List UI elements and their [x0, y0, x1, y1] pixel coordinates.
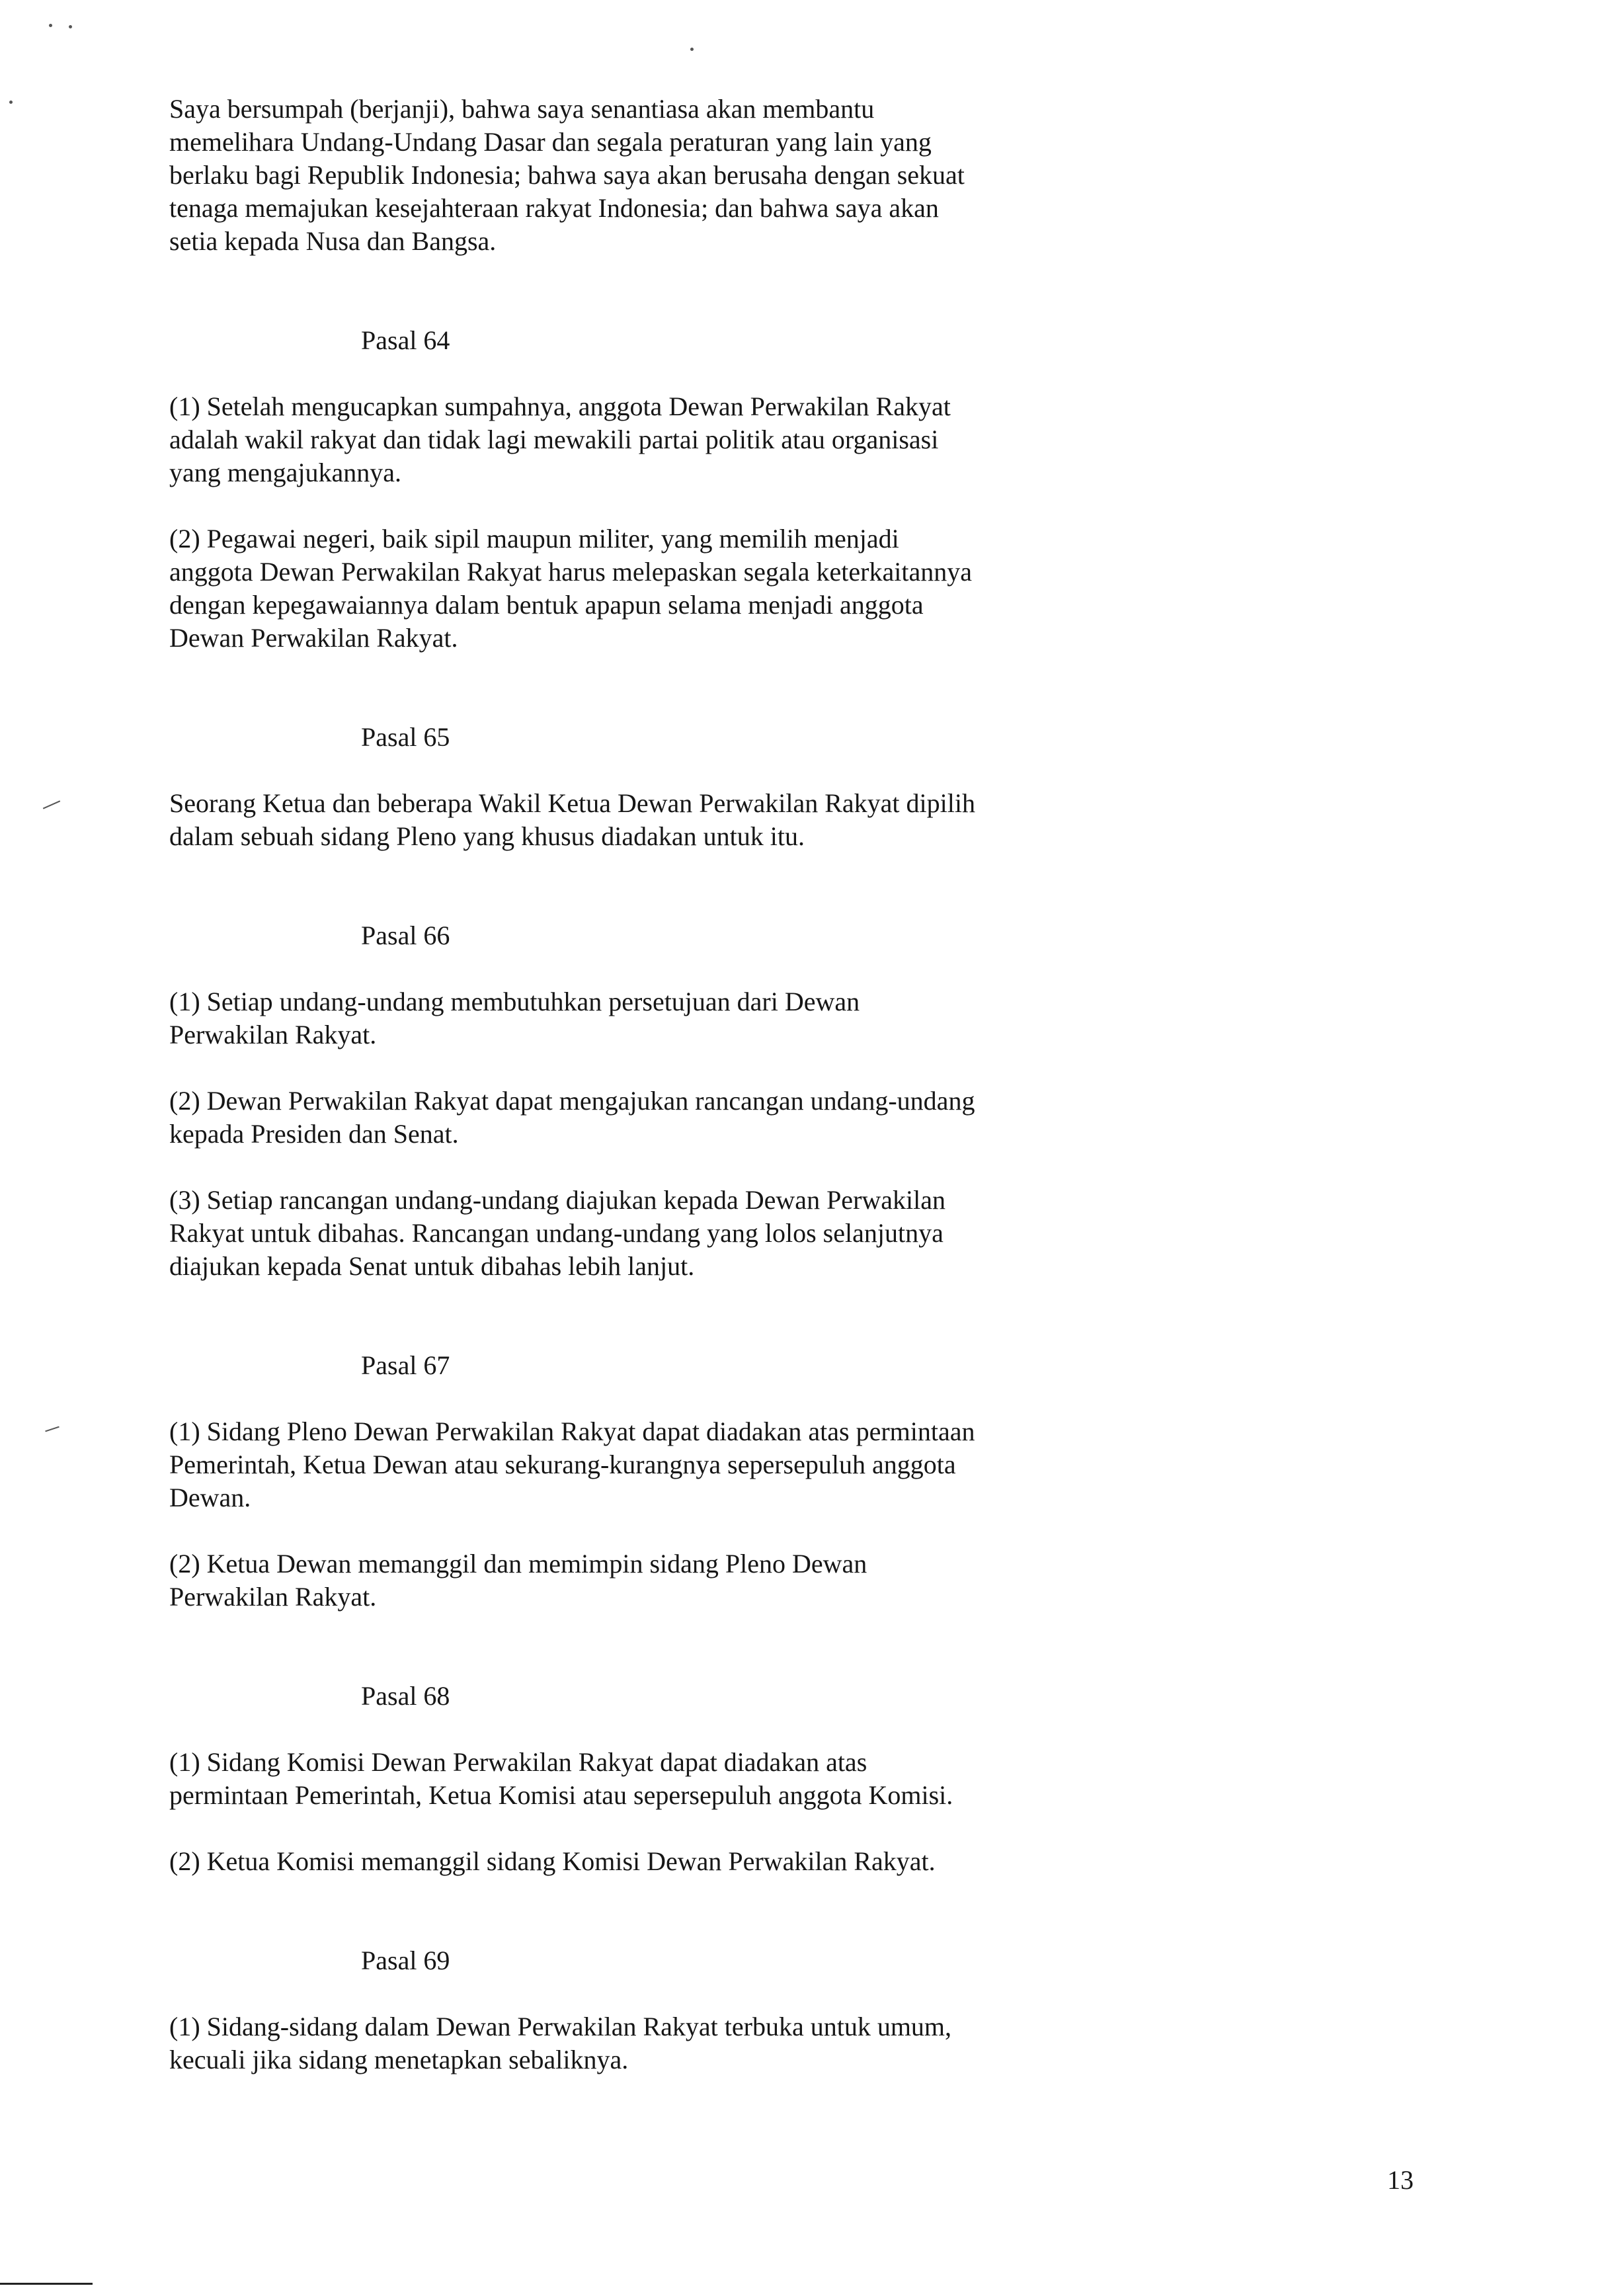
- article-heading-68: Pasal 68: [361, 1681, 450, 1711]
- scan-artifact-dot: [49, 24, 52, 27]
- article-heading-64: Pasal 64: [361, 325, 450, 355]
- article-heading-69: Pasal 69: [361, 1946, 450, 1975]
- article-66-paragraph-3: (3) Setiap rancangan undang-undang diajukan kepada Dewan Perwakilan Rakyat untuk dibahas. Rancangan undang-undang yang lolos selanjutnya diajukan kepada Senat untuk dibahas lebih lanjut.: [169, 1185, 946, 1281]
- article-65-paragraph-1: Seorang Ketua dan beberapa Wakil Ketua Dewan Perwakilan Rakyat dipilih dalam sebuah sidang Pleno yang khusus diadakan untuk itu.: [169, 788, 975, 851]
- article-66-paragraph-1: (1) Setiap undang-undang membutuhkan persetujuan dari Dewan Perwakilan Rakyat.: [169, 987, 860, 1049]
- scan-artifact-mark: [45, 1426, 60, 1432]
- scan-artifact-dot: [9, 101, 13, 104]
- article-68-paragraph-1: (1) Sidang Komisi Dewan Perwakilan Rakyat dapat diadakan atas permintaan Pemerintah, Ketua Komisi atau sepersepuluh anggota Komisi.: [169, 1747, 953, 1810]
- article-heading-67: Pasal 67: [361, 1350, 450, 1380]
- scan-artifact-dot: [690, 48, 694, 51]
- article-66-paragraph-2: (2) Dewan Perwakilan Rakyat dapat mengajukan rancangan undang-undang kepada Presiden dan Senat.: [169, 1086, 975, 1149]
- document-body: [169, 93, 983, 2076]
- article-64-paragraph-2: (2) Pegawai negeri, baik sipil maupun militer, yang memilih menjadi anggota Dewan Perwakilan Rakyat harus melepaskan segala keterkaitannya dengan kepegawaiannya dalam bentuk apapun selama menjadi anggota Dewan Perwakilan Rakyat.: [169, 524, 972, 653]
- scan-artifact-dot: [69, 25, 72, 28]
- article-heading-66: Pasal 66: [361, 921, 450, 950]
- article-67-paragraph-1: (1) Sidang Pleno Dewan Perwakilan Rakyat dapat diadakan atas permintaan Pemerintah, Ketua Dewan atau sekurang-kurangnya sepersepuluh anggota Dewan.: [169, 1416, 975, 1512]
- page-number: 13: [1387, 2165, 1414, 2195]
- article-64-paragraph-1: (1) Setelah mengucapkan sumpahnya, anggota Dewan Perwakilan Rakyat adalah wakil rakyat dan tidak lagi mewakili partai politik atau organisasi yang mengajukannya.: [169, 391, 951, 487]
- oath-paragraph: Saya bersumpah (berjanji), bahwa saya senantiasa akan membantu memelihara Undang-Undang Dasar dan segala peraturan yang lain yang berlaku bagi Republik Indonesia; bahwa saya akan berusaha dengan sekuat tenaga memajukan kesejahteraan rakyat Indonesia; dan bahwa saya akan setia kepada Nusa dan Bangsa.: [169, 94, 965, 256]
- article-69-paragraph-1: (1) Sidang-sidang dalam Dewan Perwakilan Rakyat terbuka untuk umum, kecuali jika sidang menetapkan sebaliknya.: [169, 2012, 952, 2074]
- page-bottom-rule: [0, 2283, 93, 2285]
- article-68-paragraph-2: (2) Ketua Komisi memanggil sidang Komisi Dewan Perwakilan Rakyat.: [169, 1846, 936, 1876]
- article-67-paragraph-2: (2) Ketua Dewan memanggil dan memimpin sidang Pleno Dewan Perwakilan Rakyat.: [169, 1549, 867, 1612]
- article-heading-65: Pasal 65: [361, 722, 450, 752]
- scan-artifact-mark: [43, 800, 60, 809]
